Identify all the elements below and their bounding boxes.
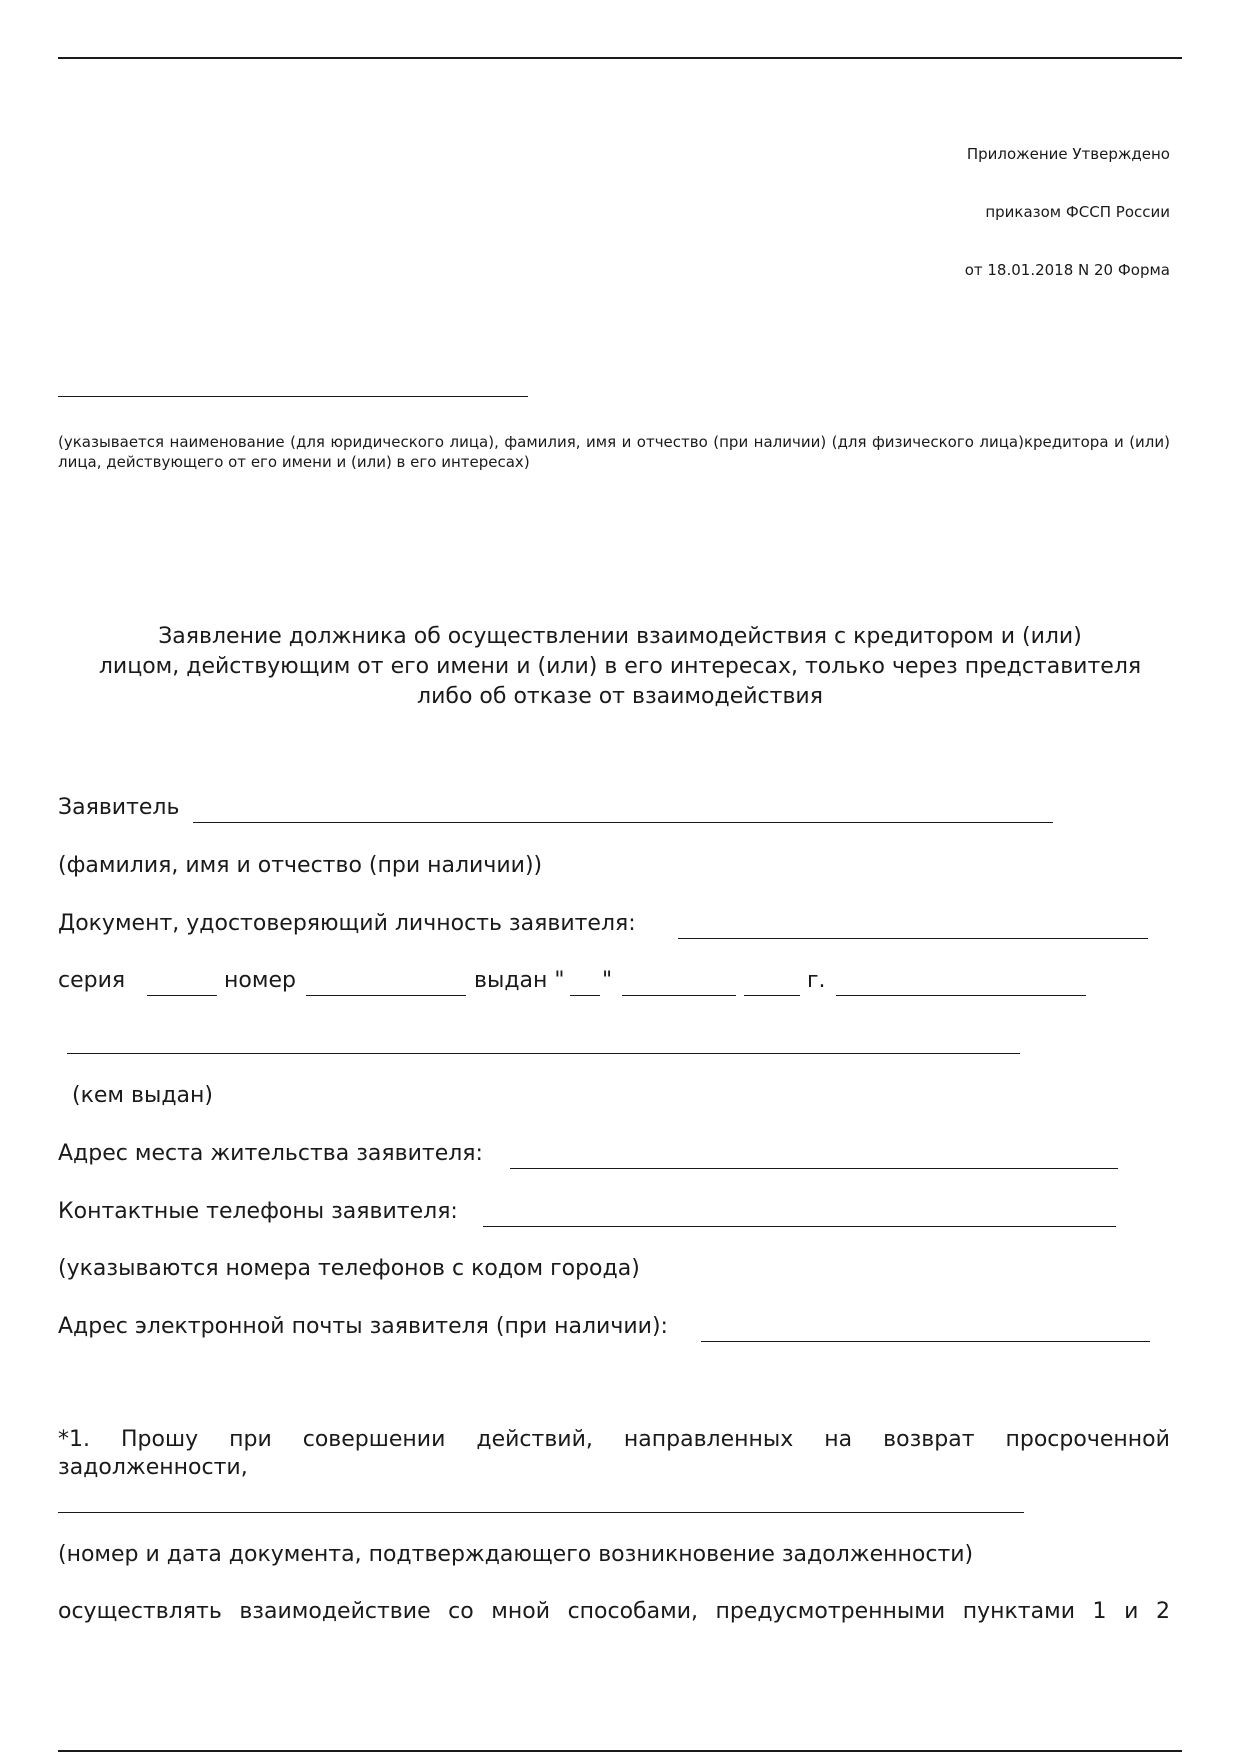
clause-word: взаимодействие xyxy=(239,1599,431,1624)
title-line-2: лицом, действующим от его имени и (или) в его интересах, только через представителя xyxy=(98,654,1142,679)
clause-word: *1. xyxy=(58,1427,90,1452)
document-title xyxy=(60,622,1180,712)
clause-word: на xyxy=(824,1427,853,1452)
issued-month-field-line[interactable] xyxy=(622,995,736,996)
clause-1 xyxy=(58,1426,1170,1482)
email-label: Адрес электронной почты заявителя (при наличии): xyxy=(58,1314,668,1339)
issued-day-field-line[interactable] xyxy=(570,995,600,996)
clause-1-line-1 xyxy=(58,1426,1170,1454)
id-document-field-line[interactable] xyxy=(678,938,1148,939)
clause-word: со xyxy=(448,1599,474,1624)
applicant-label: Заявитель xyxy=(58,795,180,820)
top-rule xyxy=(58,57,1182,59)
phones-label: Контактные телефоны заявителя: xyxy=(58,1199,458,1224)
approval-line-3: от 18.01.2018 N 20 Форма xyxy=(964,261,1170,279)
number-field-line[interactable] xyxy=(306,995,466,996)
clause-word: и xyxy=(1124,1599,1139,1624)
clause-word: возврат xyxy=(883,1427,975,1452)
debt-document-hint: (номер и дата документа, подтверждающего возникновение задолженности) xyxy=(58,1542,974,1567)
phones-hint: (указываются номера телефонов с кодом города) xyxy=(58,1256,640,1281)
clause-word: предусмотренными xyxy=(715,1599,946,1624)
clause-word: направленных xyxy=(623,1427,794,1452)
issued-by-field-line[interactable] xyxy=(67,1053,1020,1054)
applicant-field-line[interactable] xyxy=(193,822,1053,823)
issued-label: выдан " xyxy=(474,968,565,993)
applicant-hint: (фамилия, имя и отчество (при наличии)) xyxy=(58,853,543,878)
year-label: г. xyxy=(807,968,826,993)
clause-1-line-3 xyxy=(58,1598,1170,1626)
approval-line-2: приказом ФССП России xyxy=(985,203,1170,221)
clause-word: просроченной xyxy=(1005,1427,1170,1452)
bottom-rule xyxy=(58,1750,1182,1752)
clause-1-line-2: задолженности, xyxy=(58,1455,248,1480)
residence-label: Адрес места жительства заявителя: xyxy=(58,1141,483,1166)
clause-word: действий, xyxy=(476,1427,593,1452)
residence-field-line[interactable] xyxy=(510,1168,1118,1169)
title-line-1: Заявление должника об осуществлении взаимодействия с кредитором и (или) xyxy=(158,624,1082,649)
clause-word: мной xyxy=(491,1599,551,1624)
debt-document-field-line[interactable] xyxy=(58,1512,1024,1513)
issued-by-hint: (кем выдан) xyxy=(72,1083,213,1108)
issued-place-field-line[interactable] xyxy=(836,995,1086,996)
clause-word: пунктами xyxy=(962,1599,1075,1624)
email-field-line[interactable] xyxy=(701,1341,1150,1342)
series-label: серия xyxy=(58,968,126,993)
title-line-3: либо об отказе от взаимодействия xyxy=(417,684,823,709)
clause-word: 1 xyxy=(1092,1599,1107,1624)
recipient-field-line[interactable] xyxy=(58,396,528,397)
series-field-line[interactable] xyxy=(147,995,217,996)
issued-quote-close: " xyxy=(602,968,613,993)
recipient-note: (указывается наименование (для юридического лица), фамилия, имя и отчество (при наличии) (для физического лица)кредитора и (или) лица, действующего от его имени и (или) в его интересах) xyxy=(58,433,1170,471)
issued-year-field-line[interactable] xyxy=(744,995,800,996)
clause-word: при xyxy=(229,1427,272,1452)
clause-word: 2 xyxy=(1155,1599,1170,1624)
clause-word: Прошу xyxy=(120,1427,199,1452)
number-label: номер xyxy=(224,968,296,993)
clause-word: осуществлять xyxy=(58,1599,222,1624)
phones-field-line[interactable] xyxy=(483,1226,1116,1227)
clause-word: способами, xyxy=(567,1599,698,1624)
approval-line-1: Приложение Утверждено xyxy=(966,145,1170,163)
clause-word: совершении xyxy=(302,1427,446,1452)
id-document-label: Документ, удостоверяющий личность заявителя: xyxy=(58,911,636,936)
